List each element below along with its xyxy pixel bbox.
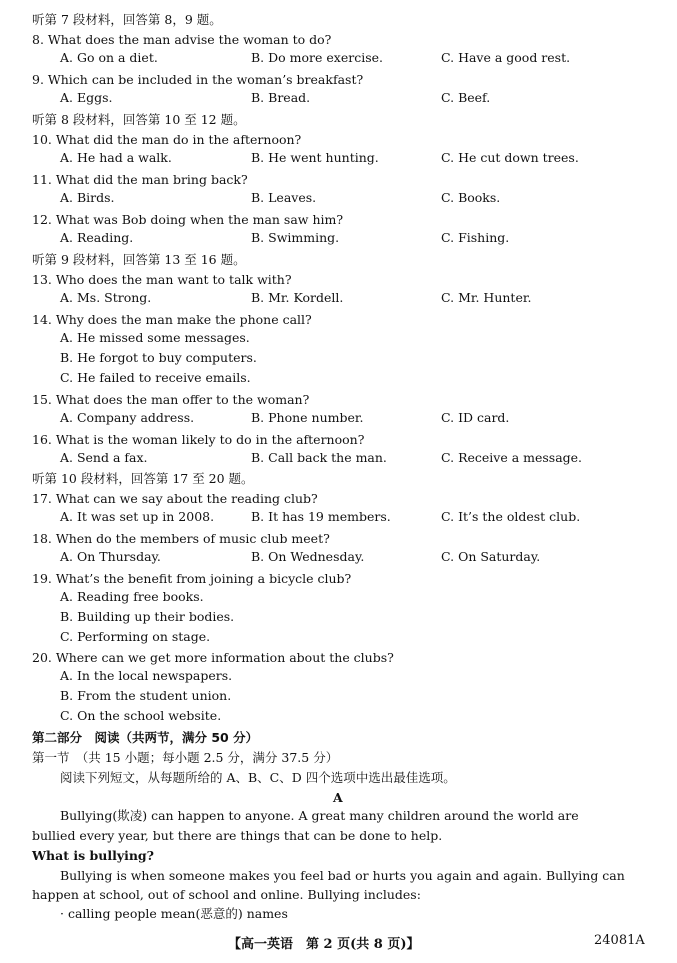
option-c: C. He failed to receive emails. (60, 370, 251, 385)
question-stem: 18. When do the members of music club meet? (32, 531, 330, 546)
option-b: B. Mr. Kordell. (251, 290, 344, 305)
option-c: C. ID card. (441, 410, 510, 425)
option-c: C. Fishing. (441, 230, 510, 245)
option-b: B. Call back the man. (251, 450, 387, 465)
option-a: A. On Thursday. (60, 549, 161, 564)
option-c: C. He cut down trees. (441, 150, 579, 165)
question-stem: 15. What does the man offer to the woman? (32, 392, 310, 407)
question-stem: 17. What can we say about the reading club? (32, 491, 318, 506)
paragraph-line: Bullying(欺凌) can happen to anyone. A great many children around the world are (60, 808, 579, 823)
option-c: C. On Saturday. (441, 549, 541, 564)
section-instruction: 听第 10 段材料，回答第 17 至 20 题。 (32, 471, 254, 486)
option-a: A. In the local newspapers. (60, 668, 233, 683)
option-a: A. He had a walk. (60, 150, 172, 165)
option-a: A. He missed some messages. (60, 330, 250, 345)
question-stem: 20. Where can we get more information about the clubs? (32, 650, 394, 665)
option-b: B. Bread. (251, 90, 311, 105)
question-stem: 11. What did the man bring back? (32, 172, 248, 187)
question-stem: 14. Why does the man make the phone call? (32, 312, 312, 327)
option-a: A. It was set up in 2008. (60, 509, 215, 524)
option-a: A. Eggs. (60, 90, 113, 105)
option-a: A. Reading free books. (60, 589, 204, 604)
question-stem: 9. Which can be included in the woman’s breakfast? (32, 72, 364, 87)
option-b: B. From the student union. (60, 688, 232, 703)
bullet-item: · calling people mean(恶意的) names (60, 906, 288, 921)
option-b: B. Phone number. (251, 410, 364, 425)
passage-label: A (333, 790, 343, 805)
option-c: C. It’s the oldest club. (441, 509, 581, 524)
question-stem: 10. What did the man do in the afternoon? (32, 132, 302, 147)
option-b: B. It has 19 members. (251, 509, 391, 524)
option-c: C. On the school website. (60, 708, 222, 723)
exam-code: 24081A (594, 933, 645, 948)
option-a: A. Send a fax. (60, 450, 148, 465)
question-stem: 19. What’s the benefit from joining a bicycle club? (32, 571, 352, 586)
option-a: A. Go on a diet. (60, 50, 158, 65)
question-stem: 8. What does the man advise the woman to do? (32, 32, 332, 47)
option-c: C. Books. (441, 190, 501, 205)
page-footer: 【高一英语 第 2 页(共 8 页)】 (228, 937, 420, 952)
paragraph-line: Bullying is when someone makes you feel bad or hurts you again and again. Bullying can (60, 868, 625, 883)
option-a: A. Reading. (60, 230, 134, 245)
option-a: A. Ms. Strong. (60, 290, 152, 305)
option-c: C. Mr. Hunter. (441, 290, 532, 305)
passage-subtitle: What is bullying? (32, 848, 154, 863)
option-c: C. Have a good rest. (441, 50, 571, 65)
option-b: B. He forgot to buy computers. (60, 350, 257, 365)
section-instruction: 听第 7 段材料，回答第 8，9 题。 (32, 12, 222, 27)
option-a: A. Company address. (60, 410, 195, 425)
option-b: B. Do more exercise. (251, 50, 383, 65)
section-subheading: 第一节 （共 15 小题；每小题 2.5 分，满分 37.5 分） (32, 750, 339, 765)
option-c: C. Beef. (441, 90, 491, 105)
question-stem: 13. Who does the man want to talk with? (32, 272, 292, 287)
option-b: B. He went hunting. (251, 150, 379, 165)
option-b: B. Leaves. (251, 190, 317, 205)
paragraph-line: happen at school, out of school and online. Bullying includes: (32, 887, 421, 902)
option-b: B. On Wednesday. (251, 549, 365, 564)
option-c: C. Receive a message. (441, 450, 583, 465)
section-instruction: 听第 9 段材料，回答第 13 至 16 题。 (32, 252, 246, 267)
reading-instruction: 阅读下列短文，从每题所给的 A、B、C、D 四个选项中选出最佳选项。 (60, 770, 456, 785)
option-a: A. Birds. (60, 190, 115, 205)
part-heading: 第二部分 阅读（共两节，满分 50 分） (32, 730, 259, 745)
question-stem: 16. What is the woman likely to do in the afternoon? (32, 432, 365, 447)
option-b: B. Building up their bodies. (60, 609, 235, 624)
question-stem: 12. What was Bob doing when the man saw him? (32, 212, 344, 227)
option-c: C. Performing on stage. (60, 629, 211, 644)
section-instruction: 听第 8 段材料，回答第 10 至 12 题。 (32, 112, 246, 127)
paragraph-line: bullied every year, but there are things that can be done to help. (32, 828, 443, 843)
option-b: B. Swimming. (251, 230, 340, 245)
